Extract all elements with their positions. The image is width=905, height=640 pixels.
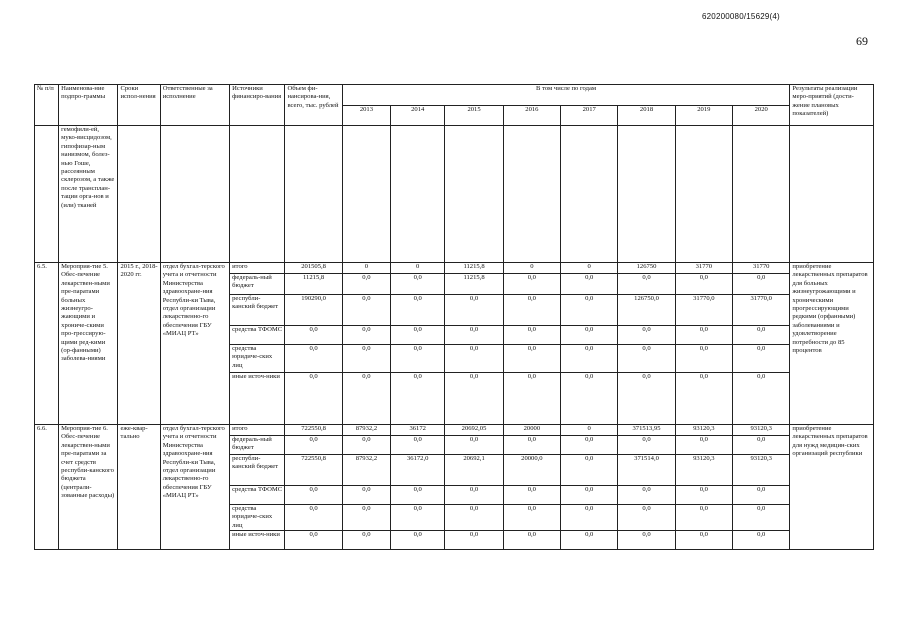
year-value: 0,0 <box>675 486 732 505</box>
financing-volume: 0,0 <box>285 345 342 373</box>
financing-source: федераль-ный бюджет <box>230 436 285 455</box>
year-value: 0,0 <box>503 373 560 425</box>
year-value: 0,0 <box>503 505 560 531</box>
financing-source: средства юридиче-ских лиц <box>230 345 285 373</box>
year-value: 0,0 <box>618 505 675 531</box>
header-year: 2016 <box>503 105 560 126</box>
header-year: 2017 <box>561 105 618 126</box>
financing-source: итого <box>230 263 285 274</box>
header-year: 2013 <box>342 105 390 126</box>
financing-volume: 722550,8 <box>285 425 342 436</box>
measure-name: Мероприя-тие 6. Обес-печение лекарствен-ными пре-паратами за счет средств республи-канского бюджета (централи-зованные расходы) <box>59 425 118 550</box>
year-value: 371513,95 <box>618 425 675 436</box>
year-value: 0,0 <box>445 436 503 455</box>
year-value: 0,0 <box>503 531 560 550</box>
financing-source: итого <box>230 425 285 436</box>
header-year: 2020 <box>733 105 790 126</box>
measure-term: еже-квар-тально <box>118 425 160 550</box>
year-value: 0,0 <box>445 345 503 373</box>
year-value: 0,0 <box>618 274 675 295</box>
financing-source: иные источ-ники <box>230 531 285 550</box>
year-value: 0,0 <box>445 295 503 326</box>
year-value: 0,0 <box>733 373 790 425</box>
header-result: Результаты реализации меро-приятий (дости-жение плановых показателей) <box>790 85 874 126</box>
year-value: 0,0 <box>675 326 732 345</box>
financing-source: средства ТФОМС <box>230 326 285 345</box>
year-value: 20000 <box>503 425 560 436</box>
year-value: 36172 <box>391 425 445 436</box>
year-value: 0,0 <box>561 505 618 531</box>
year-value: 36172,0 <box>391 455 445 486</box>
measure-number: 6.6. <box>35 425 59 550</box>
header-year: 2015 <box>445 105 503 126</box>
year-value: 20692,05 <box>445 425 503 436</box>
financing-volume: 0,0 <box>285 326 342 345</box>
year-value: 0 <box>561 263 618 274</box>
header-year: 2019 <box>675 105 732 126</box>
year-value: 0,0 <box>618 436 675 455</box>
year-value: 0,0 <box>561 486 618 505</box>
year-value: 371514,0 <box>618 455 675 486</box>
year-value: 126750 <box>618 263 675 274</box>
header-term: Сроки испол-нения <box>118 85 160 126</box>
year-value: 126750,0 <box>618 295 675 326</box>
year-value: 0,0 <box>445 486 503 505</box>
year-value: 0,0 <box>733 486 790 505</box>
financing-source: средства юридиче-ских лиц <box>230 505 285 531</box>
year-value: 0,0 <box>503 345 560 373</box>
year-value: 0,0 <box>342 505 390 531</box>
financing-row <box>35 425 874 436</box>
year-value: 0,0 <box>618 373 675 425</box>
year-value: 0,0 <box>503 326 560 345</box>
year-value: 0,0 <box>733 274 790 295</box>
program-table <box>34 84 874 550</box>
header-responsible: Ответственные за исполнение <box>160 85 229 126</box>
year-value: 0,0 <box>503 274 560 295</box>
financing-source: республи-канский бюджет <box>230 455 285 486</box>
financing-volume: 0,0 <box>285 505 342 531</box>
year-value: 0,0 <box>391 486 445 505</box>
year-value: 0,0 <box>618 531 675 550</box>
year-value: 0,0 <box>561 295 618 326</box>
year-value: 0,0 <box>733 436 790 455</box>
year-value: 0,0 <box>561 373 618 425</box>
year-value: 0,0 <box>445 531 503 550</box>
year-value: 87932,2 <box>342 455 390 486</box>
year-value: 0,0 <box>561 455 618 486</box>
financing-volume: 722550,8 <box>285 455 342 486</box>
financing-source: иные источ-ники <box>230 373 285 425</box>
year-value: 0,0 <box>733 531 790 550</box>
continuation-row <box>35 126 874 263</box>
year-value: 0,0 <box>503 486 560 505</box>
financing-volume: 0,0 <box>285 373 342 425</box>
header-name: Наименова-ние подпро-граммы <box>59 85 118 126</box>
measure-result: приобретение лекарственных препаратов для больных жизнеугрожающими и хроническими прогрессирующими редкими (орфанными) заболеваниями и удовлетворение потребности до 85 процентов <box>790 263 874 425</box>
year-value: 0,0 <box>561 436 618 455</box>
header-volume: Объем фи-нансирова-ния, всего, тыс. рублей <box>285 85 342 126</box>
year-value: 0,0 <box>561 345 618 373</box>
year-value: 0,0 <box>618 326 675 345</box>
year-value: 0,0 <box>342 274 390 295</box>
year-value: 0,0 <box>391 274 445 295</box>
year-value: 0,0 <box>561 531 618 550</box>
year-value: 20692,1 <box>445 455 503 486</box>
measure-number: 6.5. <box>35 263 59 425</box>
measure-name: Мероприя-тие 5. Обес-печение лекарствен-ными пре-паратами больных жизнеугро-жающими и хрониче-скими про-грессирую-щими ред-кими (ор-фанными) заболева-ниями <box>59 263 118 425</box>
year-value: 0 <box>391 263 445 274</box>
year-value: 0,0 <box>445 373 503 425</box>
year-value: 0,0 <box>675 531 732 550</box>
financing-volume: 0,0 <box>285 531 342 550</box>
year-value: 31770,0 <box>675 295 732 326</box>
year-value: 0,0 <box>391 326 445 345</box>
header-row-1 <box>35 85 874 106</box>
year-value: 0 <box>342 263 390 274</box>
year-value: 0,0 <box>342 531 390 550</box>
year-value: 0,0 <box>618 345 675 373</box>
financing-source: средства ТФОМС <box>230 486 285 505</box>
financing-volume: 190290,0 <box>285 295 342 326</box>
year-value: 93120,3 <box>733 455 790 486</box>
year-value: 0,0 <box>445 326 503 345</box>
year-value: 0,0 <box>675 436 732 455</box>
year-value: 0,0 <box>342 486 390 505</box>
year-value: 0,0 <box>561 274 618 295</box>
year-value: 0,0 <box>675 505 732 531</box>
header-by-year: В том числе по годам <box>342 85 790 106</box>
year-value: 0,0 <box>561 326 618 345</box>
header-year: 2014 <box>391 105 445 126</box>
year-value: 0,0 <box>675 345 732 373</box>
year-value: 0,0 <box>342 326 390 345</box>
year-value: 31770 <box>733 263 790 274</box>
year-value: 0,0 <box>503 436 560 455</box>
financing-volume: 0,0 <box>285 436 342 455</box>
year-value: 0,0 <box>391 295 445 326</box>
year-value: 0,0 <box>391 373 445 425</box>
year-value: 0,0 <box>391 436 445 455</box>
year-value: 0,0 <box>342 373 390 425</box>
year-value: 87932,2 <box>342 425 390 436</box>
year-value: 0,0 <box>391 345 445 373</box>
year-value: 0,0 <box>342 345 390 373</box>
financing-volume: 201505,8 <box>285 263 342 274</box>
financing-row <box>35 263 874 274</box>
year-value: 0,0 <box>733 345 790 373</box>
year-value: 20000,0 <box>503 455 560 486</box>
year-value: 0,0 <box>391 531 445 550</box>
page-number: 69 <box>856 34 868 48</box>
year-value: 93120,3 <box>675 455 732 486</box>
cont-name: гемофили-ей, муко-висцидозом, гипофизар-ным нанизмом, болез-нью Гоше, рассеянным склерозом, а также после трансплан-тации орга-нов и (или) тканей <box>59 126 118 263</box>
financing-volume: 11215,8 <box>285 274 342 295</box>
year-value: 93120,3 <box>733 425 790 436</box>
year-value: 0,0 <box>391 505 445 531</box>
year-value: 0,0 <box>503 295 560 326</box>
measure-responsible: отдел бухгал-терского учета и отчетности Министерства здравоохране-ния Республи-ки Тыва, отдел организации лекарственно-го обеспечения ГБУ «МИАЦ РТ» <box>160 425 229 550</box>
document-id: 620200080/15629(4) <box>702 12 780 21</box>
header-year: 2018 <box>618 105 675 126</box>
measure-term: 2015 г., 2018-2020 гг. <box>118 263 160 425</box>
year-value: 0,0 <box>445 505 503 531</box>
year-value: 0,0 <box>675 274 732 295</box>
year-value: 0,0 <box>342 295 390 326</box>
year-value: 0,0 <box>342 436 390 455</box>
financing-source: федераль-ный бюджет <box>230 274 285 295</box>
financing-volume: 0,0 <box>285 486 342 505</box>
year-value: 93120,3 <box>675 425 732 436</box>
year-value: 0,0 <box>675 373 732 425</box>
header-source: Источники финансиро-вания <box>230 85 285 126</box>
year-value: 0 <box>503 263 560 274</box>
cont-num <box>35 126 59 263</box>
measure-responsible: отдел бухгал-терского учета и отчетности Министерства здравоохране-ния Республи-ки Тыва, отдел организации лекарственно-го обеспечения ГБУ «МИАЦ РТ» <box>160 263 229 425</box>
year-value: 0 <box>561 425 618 436</box>
year-value: 0,0 <box>733 326 790 345</box>
year-value: 31770 <box>675 263 732 274</box>
year-value: 0,0 <box>618 486 675 505</box>
year-value: 31770,0 <box>733 295 790 326</box>
financing-source: республи-канский бюджет <box>230 295 285 326</box>
year-value: 0,0 <box>733 505 790 531</box>
measure-result: приобретение лекарственных препаратов для нужд медицин-ских организаций республики <box>790 425 874 550</box>
year-value: 11215,8 <box>445 274 503 295</box>
header-num: № п/п <box>35 85 59 126</box>
year-value: 11215,8 <box>445 263 503 274</box>
